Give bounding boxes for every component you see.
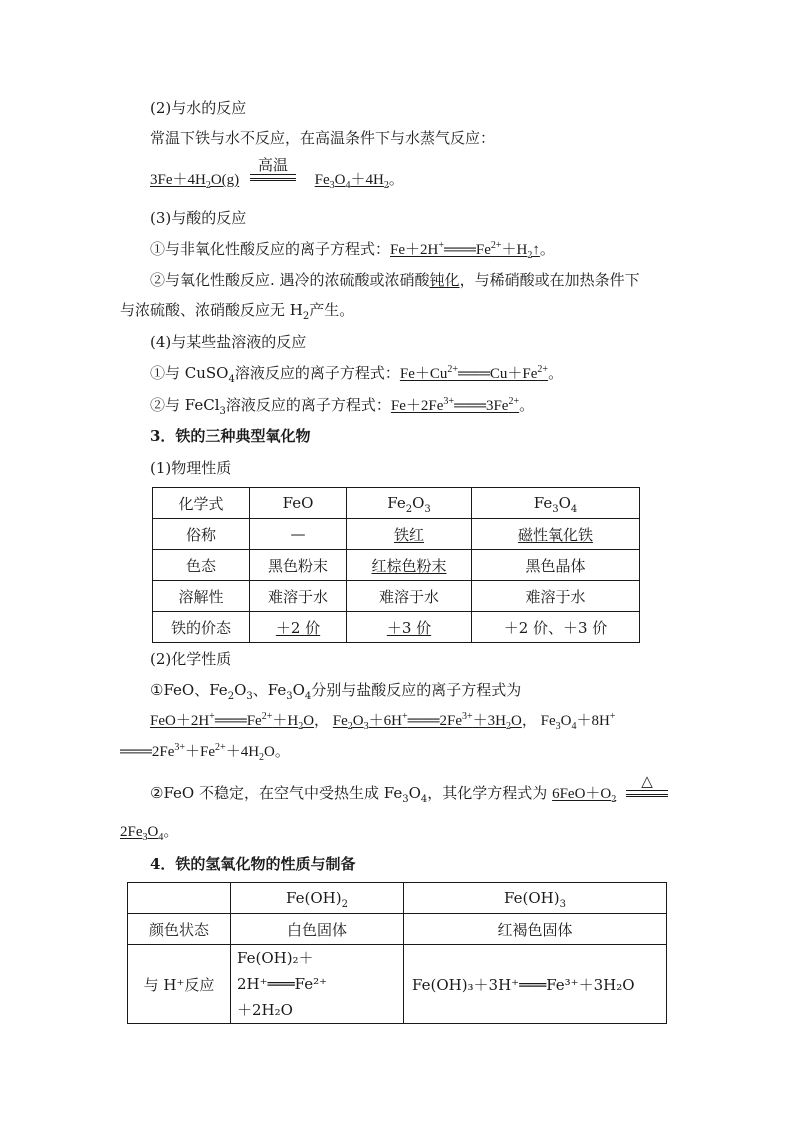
physical-properties-heading: (1)物理性质 [150,459,232,477]
table-cell: 白色固体 [231,914,404,945]
section-2-desc: 常温下铁与水不反应，在高温条件下与水蒸气反应： [150,129,496,147]
table-cell: 溶解性 [153,581,250,612]
table-row [153,519,640,550]
table-cell: ＋2 价 [250,612,347,643]
table-cell: — [250,519,347,550]
water-equation: $3Fe+4H_2O(g)$ $Fe_3O_4+4H_2$。 [150,172,404,191]
table-cell: $Fe_3O_4$ [472,488,640,519]
feo-oxidation-result: $2Fe_3O_4$。 [120,824,179,843]
high-temp-condition: 高温 [250,156,296,183]
section-3-heading: (3)与酸的反应 [150,209,247,227]
table-cell: 色态 [153,550,250,581]
salt-item-1: ①与 CuSO$_4$溶液反应的离子方程式：$Fe+Cu^{2+}═══Cu+Fe^{2+}$。 [150,364,564,385]
table-cell: 俗称 [153,519,250,550]
oxide-hcl-intro: ①FeO、$Fe_2O_3$、$Fe_3O_4$分别与盐酸反应的离子方程式为 [150,681,522,702]
table-cell: 化学式 [153,488,250,519]
table-cell: $Fe_2O_3$ [347,488,472,519]
acid-item-2: ②与氧化性酸反应. 遇冷的浓硫酸或浓硝酸钝化，与稀硝酸或在加热条件下 [150,271,640,289]
table-cell: 难溶于水 [347,581,472,612]
table-cell: 红棕色粉末 [347,550,472,581]
table-cell: 铁的价态 [153,612,250,643]
table-header-row [128,883,667,914]
cell-line: ＋2H₂O [237,1001,293,1019]
table-cell: $Fe(OH)_3$ [404,883,667,914]
section-4-heading: (4)与某些盐溶液的反应 [150,333,307,351]
table-cell: 难溶于水 [250,581,347,612]
table-row [128,914,667,945]
table-cell: 难溶于水 [472,581,640,612]
table-cell [231,945,404,1024]
table-cell: 颜色状态 [128,914,231,945]
section-4-title: 4．铁的氢氧化物的性质与制备 [150,855,356,873]
section-2-heading: (2)与水的反应 [150,99,247,117]
table-cell: Fe(OH)₃＋3H⁺═══Fe³⁺＋3H₂O [404,945,667,1024]
heat-condition: △ [626,772,668,799]
table-cell: ＋3 价 [347,612,472,643]
table-cell: $Fe(OH)_2$ [231,883,404,914]
table-cell: 黑色粉末 [250,550,347,581]
table-cell: 红褐色固体 [404,914,667,945]
iron-oxides-table [152,487,640,643]
table-cell [128,883,231,914]
table-cell: 磁性氧化铁 [472,519,640,550]
salt-item-2: ②与 FeCl$_3$溶液反应的离子方程式：$Fe+2Fe^{3+}═══3Fe^{2+}$。 [150,396,535,417]
chemical-properties-heading: (2)化学性质 [150,650,232,668]
table-header-row [153,488,640,519]
table-cell: ＋2 价、＋3 价 [472,612,640,643]
table-cell: FeO [250,488,347,519]
table-cell: 与 H⁺反应 [128,945,231,1024]
table-row [153,550,640,581]
table-cell: 铁红 [347,519,472,550]
acid-item-2-line2: 与浓硫酸、浓硝酸反应无 $H_2$产生。 [120,301,355,322]
table-row [153,581,640,612]
acid-item-1: ①与非氧化性酸反应的离子方程式：$Fe+2H^+═══Fe^{2+}+H_2↑$。 [150,240,555,261]
table-row [153,612,640,643]
section-3-title: 3．铁的三种典型氧化物 [150,427,311,445]
feo-oxidation-text: ②FeO 不稳定，在空气中受热生成 $Fe_3O_4$，其化学方程式为 $6FeO+O_2$ [150,784,617,805]
table-row [128,945,667,1024]
table-cell: 黑色晶体 [472,550,640,581]
fe3o4-hcl-equation-line2: $═══2Fe^{3+}+Fe^{2+}+4H_2O$。 [120,742,290,763]
iron-hydroxides-table [127,882,667,1024]
oxide-hcl-equations: $FeO+2H^+═══Fe^{2+}+H_2O$， $Fe_2O_3+6H^+═══2Fe^{3+}+3H_2O$， $Fe_3O_4+8H^+$ [150,711,616,732]
cell-line: Fe(OH)₂＋2H⁺═══Fe²⁺ [237,949,328,993]
